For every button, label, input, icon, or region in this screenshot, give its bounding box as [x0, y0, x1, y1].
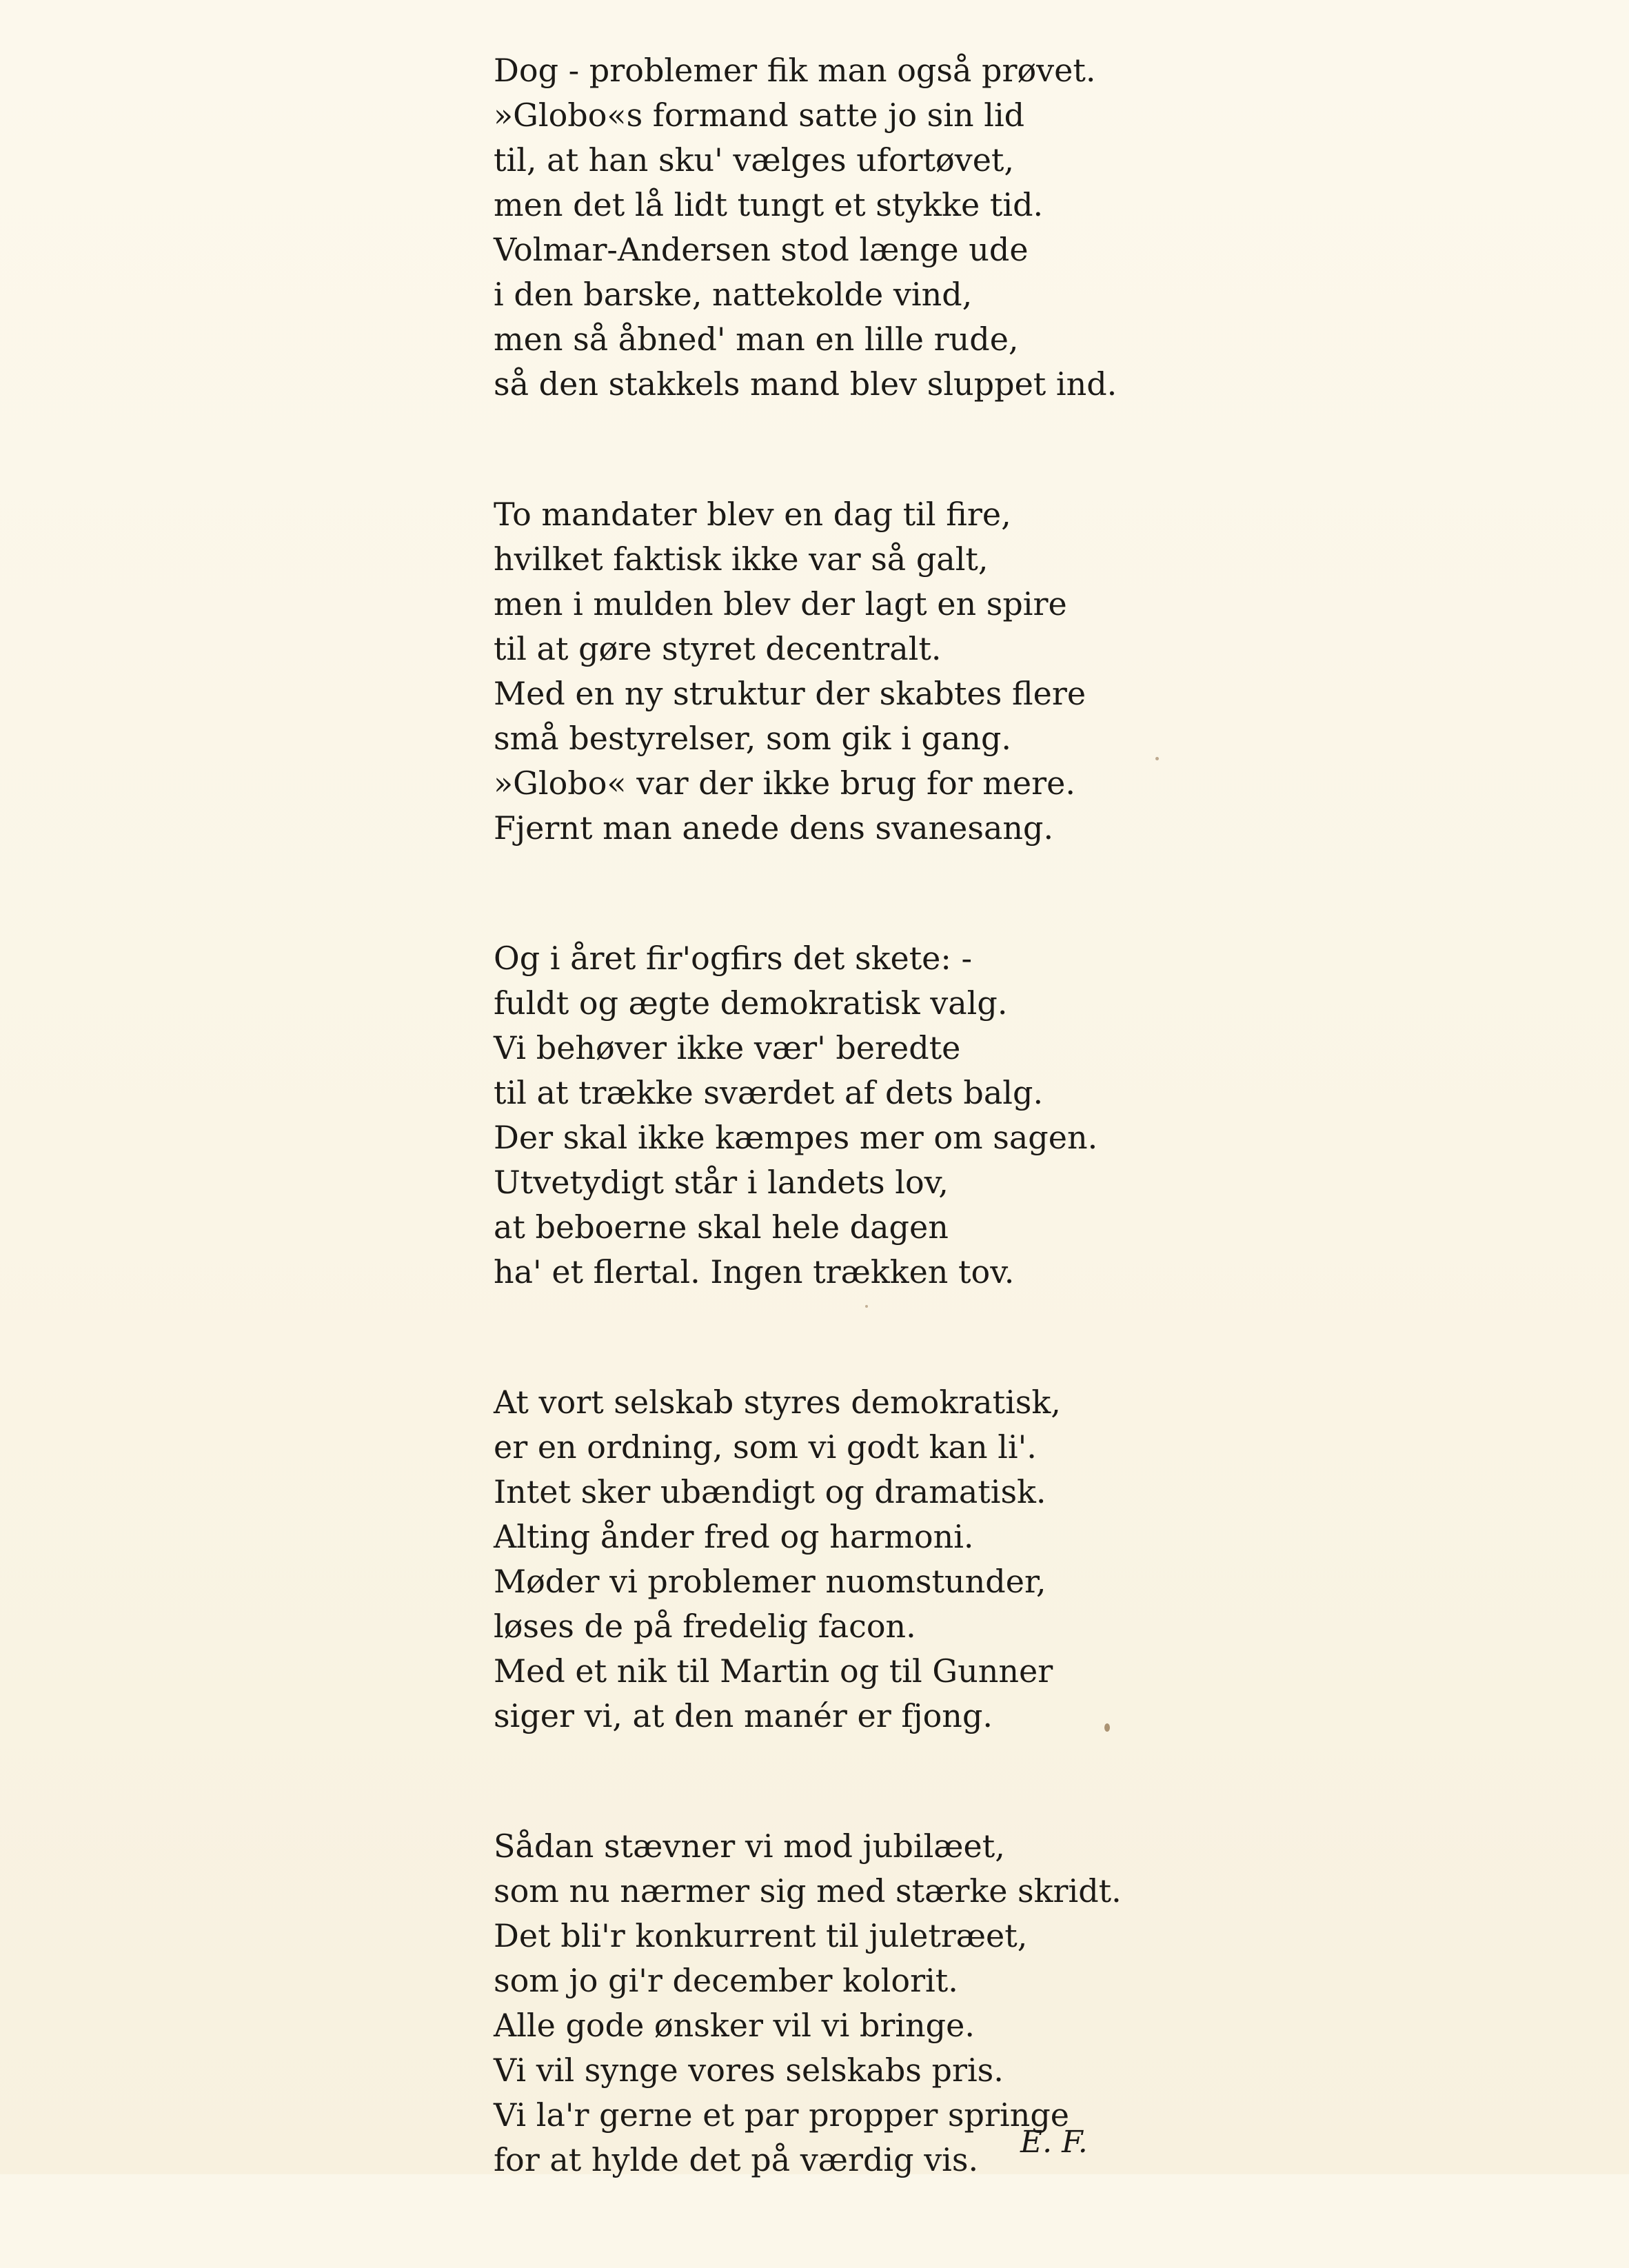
poem-line: Sådan stævner vi mod jubilæet,: [494, 1827, 1005, 1865]
poem-line: ha' et flertal. Ingen trækken tov.: [494, 1253, 1015, 1290]
poem-line: Med en ny struktur der skabtes flere: [494, 675, 1086, 712]
poem-line: til at gøre styret decentralt.: [494, 630, 942, 667]
poem-line: Alting ånder fred og harmoni.: [494, 1518, 974, 1555]
stanza-1: [494, 48, 1569, 407]
poem-line: er en ordning, som vi godt kan li'.: [494, 1428, 1037, 1466]
poem-line: Intet sker ubændigt og dramatisk.: [494, 1473, 1046, 1510]
poem-line: To mandater blev en dag til fire,: [494, 496, 1011, 533]
poem-line: Der skal ikke kæmpes mer om sagen.: [494, 1119, 1098, 1156]
poem-line: Og i året fir'ogfirs det skete: -: [494, 940, 973, 977]
poem-line: Volmar-Andersen stod længe ude: [494, 231, 1029, 268]
poem-line: som nu nærmer sig med stærke skridt.: [494, 1872, 1122, 1910]
poem-line: Vi behøver ikke vær' beredte: [494, 1029, 961, 1066]
poem-line: men det lå lidt tungt et stykke tid.: [494, 186, 1044, 223]
poem-line: Fjernt man anede dens svanesang.: [494, 809, 1054, 847]
poem-line: små bestyrelser, som gik i gang.: [494, 720, 1012, 757]
poem-line: Vi vil synge vores selskabs pris.: [494, 2052, 1004, 2089]
poem-line: at beboerne skal hele dagen: [494, 1208, 949, 1246]
poem-line: for at hylde det på værdig vis.: [494, 2141, 979, 2178]
poem-line: løses de på fredelig facon.: [494, 1608, 916, 1645]
poem-line: men i mulden blev der lagt en spire: [494, 585, 1067, 622]
poem-line: Møder vi problemer nuomstunder,: [494, 1563, 1046, 1600]
poem-line: »Globo« var der ikke brug for mere.: [494, 765, 1075, 802]
poem-line: Dog - problemer fik man også prøvet.: [494, 52, 1096, 89]
poem-line: Utvetydigt står i landets lov,: [494, 1164, 949, 1201]
poem-line: Vi la'r gerne et par propper springe: [494, 2096, 1069, 2134]
poem-line: til, at han sku' vælges ufortøvet,: [494, 141, 1015, 179]
poem-line: Med et nik til Martin og til Gunner: [494, 1652, 1053, 1690]
poem-line: så den stakkels mand blev sluppet ind.: [494, 365, 1117, 403]
paper-speck: [1104, 1723, 1110, 1732]
poem-line: At vort selskab styres demokratisk,: [494, 1384, 1061, 1421]
stanza-3: [494, 936, 1569, 1295]
poem-line: Alle gode ønsker vil vi bringe.: [494, 2007, 975, 2044]
poem-line: siger vi, at den manér er fjong.: [494, 1697, 993, 1734]
poem-line: fuldt og ægte demokratisk valg.: [494, 984, 1008, 1022]
stanza-2: [494, 492, 1569, 851]
poem-line: »Globo«s formand satte jo sin lid: [494, 97, 1025, 134]
paper-speck: [1155, 757, 1159, 760]
poem-line: i den barske, nattekolde vind,: [494, 276, 973, 313]
poem: [494, 48, 1569, 2268]
poem-line: til at trække sværdet af dets balg.: [494, 1074, 1044, 1111]
signature: E. F.: [1020, 2125, 1088, 2160]
poem-line: som jo gi'r december kolorit.: [494, 1962, 958, 1999]
poem-line: hvilket faktisk ikke var så galt,: [494, 540, 989, 578]
stanza-4: [494, 1380, 1569, 1739]
paper-speck: [865, 1305, 868, 1308]
poem-line: men så åbned' man en lille rude,: [494, 321, 1019, 358]
poem-line: Det bli'r konkurrent til juletræet,: [494, 1917, 1028, 1954]
